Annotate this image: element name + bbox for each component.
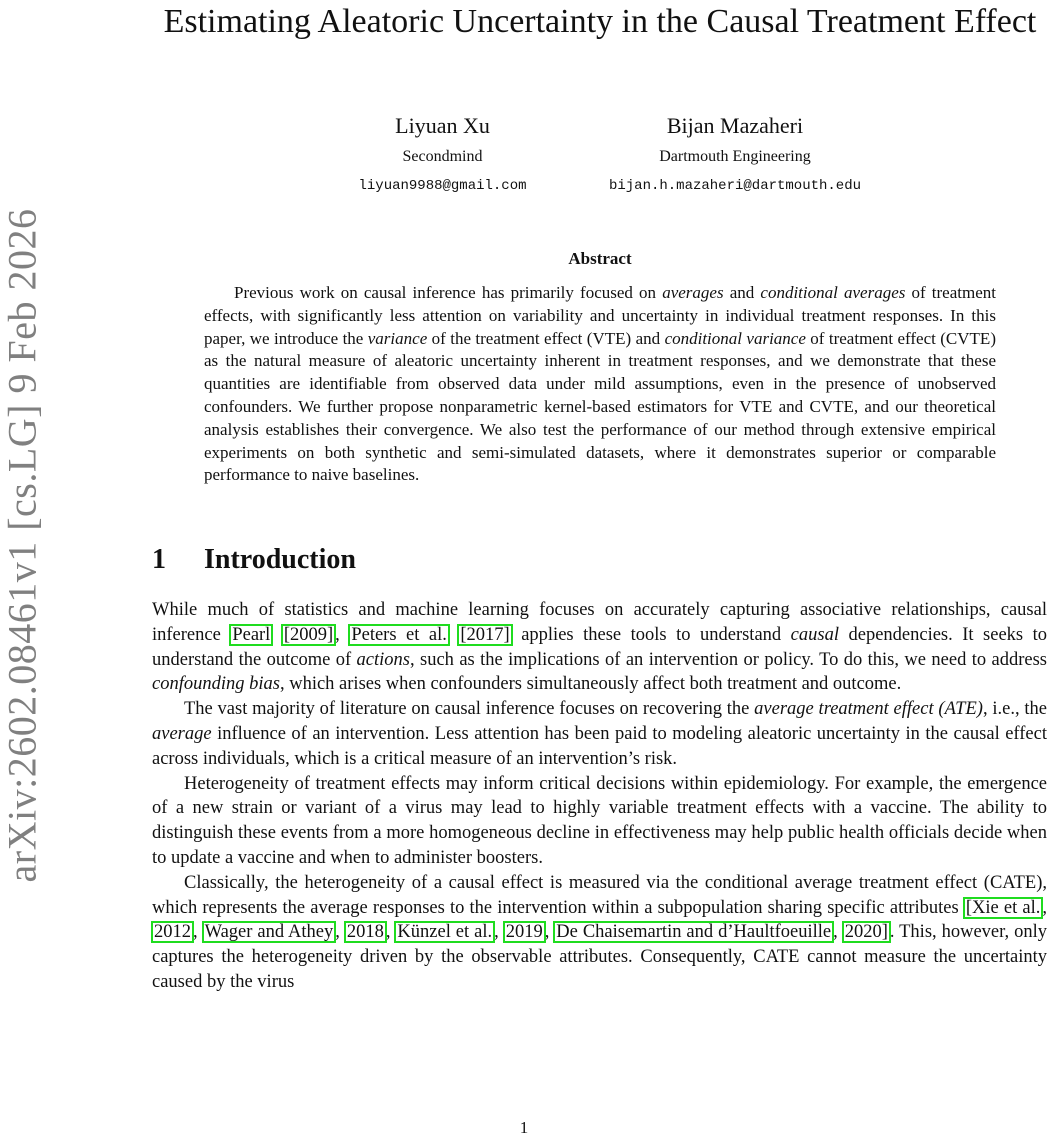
- abstract-heading: Abstract: [568, 249, 632, 268]
- citation-link[interactable]: Künzel et al.: [397, 922, 493, 943]
- arxiv-identifier-stamp: [0, 190, 44, 900]
- citation-link[interactable]: Peters et al.: [351, 624, 447, 645]
- citation-year-link[interactable]: 2018: [346, 922, 384, 943]
- paper-title: Estimating Aleatoric Uncertainty in the Causal Treatment Effect: [163, 3, 1037, 40]
- citation-link[interactable]: Pearl: [232, 624, 271, 645]
- section-number: 1: [152, 544, 166, 575]
- author-email: bijan.h.mazaheri@dartmouth.edu: [608, 178, 862, 194]
- citation-year-link[interactable]: [2009]: [283, 624, 334, 645]
- page-number: 1: [519, 1118, 529, 1137]
- author-email: liyuan9988@gmail.com: [358, 178, 527, 194]
- author-name: Bijan Mazaheri: [666, 113, 804, 138]
- introduction-body: [152, 598, 1047, 995]
- abstract-body: Previous work on causal inference has primarily focused on averages and conditional averages of treatment effects, with significantly less attention on variability and uncertainty in individual treatment responses. In this paper, we introduce the variance of the treatment effect (VTE) and conditional variance of treatment effect (CVTE) as the natural measure of aleatoric uncertainty inherent in treatment responses, and we demonstrate that these quantities are identifiable from observed data under mild assumptions, even in the presence of unobserved confounders. We further propose nonparametric kernel-based estimators for VTE and CVTE, and our theoretical analysis establishes their convergence. We also test the performance of our method through extensive empirical experiments on both synthetic and semi-simulated datasets, where it demonstrates superior or comparable performance to naive baselines.: [204, 283, 996, 485]
- author-block-1: [300, 112, 585, 200]
- citation-year-link[interactable]: [2017]: [460, 624, 510, 645]
- citation-link[interactable]: De Chaisemartin and d’Haultfoeuille: [556, 922, 832, 943]
- citation-link[interactable]: [Xie et al.: [965, 897, 1041, 918]
- paragraph-3: Heterogeneity of treatment effects may inform critical decisions within epidemiology. For example, the emergence of a new strain or variant of a virus may lead to highly variable treatment effects with a vaccine. The ability to distinguish these events from a more homogeneous decline in effectiveness may help public health officials decide when to update a vaccine and when to administer boosters.: [152, 773, 1047, 868]
- arxiv-stamp-text: arXiv:2602.08461v1 [cs.LG] 9 Feb 2026: [0, 208, 45, 882]
- paragraph-4: Classically, the heterogeneity of a causal effect is measured via the conditional average treatment effect (CATE), which represents the average responses to the intervention within a subpopulation sharing specific attributes [Xie et al. , 2012 , Wager and Athey , 2018 , Künzel et al. , 2019 , De Chaisemartin and d’Haultfoeuille , 2020] . This, however, only captures the heterogeneity driven by the observable attributes. Consequently, CATE cannot measure the uncertainty caused by the virus: [152, 872, 1048, 992]
- paragraph-1: While much of statistics and machine learning focuses on accurately capturing associative relationships, causal inference Pearl [2009] , Peters et al. [2017] applies these tools to understand causal dependencies. It seeks to understand the outcome of actions, such as the implications of an intervention or policy. To do this, we need to address confounding bias, which arises when confounders simultaneously affect both treatment and outcome.: [152, 600, 1048, 695]
- section-heading-introduction: [152, 544, 356, 576]
- citation-link[interactable]: Wager and Athey: [204, 922, 334, 943]
- author-block-2: [585, 112, 885, 200]
- paragraph-2: The vast majority of literature on causal inference focuses on recovering the average treatment effect (ATE), i.e., the average influence of an intervention. Less attention has been paid to modeling aleatoric uncertainty in the causal effect across individuals, which is a critical measure of an intervention’s risk.: [152, 699, 1047, 769]
- author-name: Liyuan Xu: [395, 113, 490, 138]
- author-affiliation: Secondmind: [402, 148, 483, 165]
- citation-year-link[interactable]: 2019: [505, 922, 543, 943]
- section-title: Introduction: [204, 544, 356, 575]
- citation-year-link[interactable]: 2012: [154, 922, 191, 943]
- author-affiliation: Dartmouth Engineering: [659, 148, 811, 165]
- citation-year-link[interactable]: 2020]: [844, 922, 888, 943]
